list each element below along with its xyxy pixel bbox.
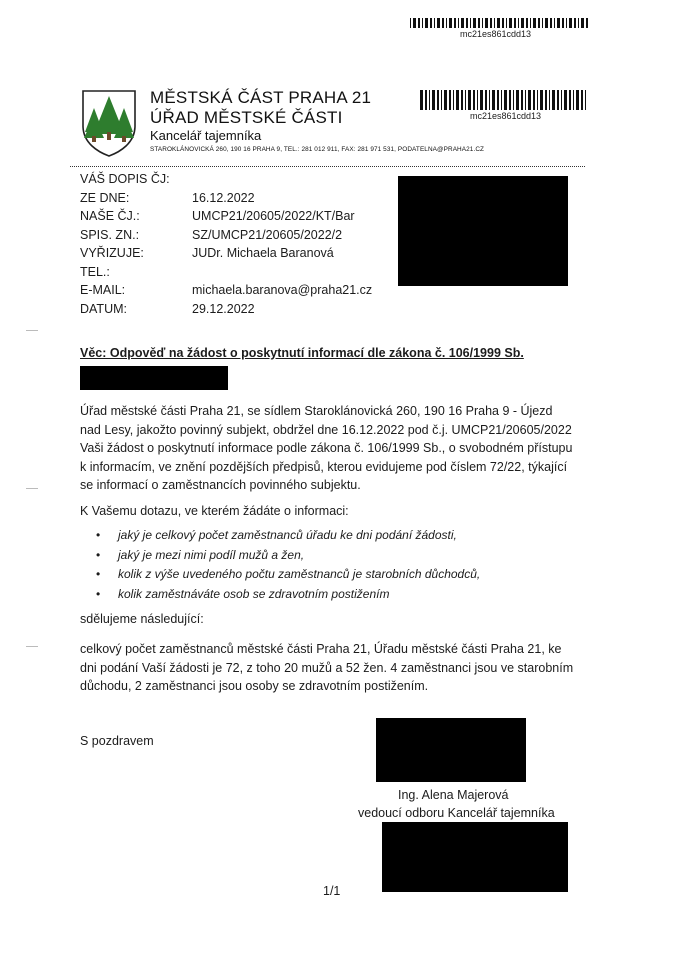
meta-value: 16.12.2022 <box>192 190 255 205</box>
meta-label: NAŠE ČJ.: <box>80 209 140 223</box>
body-line: se informací o zaměstnancích povinného subjektu. <box>80 478 361 492</box>
meta-row <box>80 207 400 226</box>
barcode-bar <box>492 90 495 110</box>
barcode-bar <box>461 90 463 110</box>
meta-value: 29.12.2022 <box>192 301 255 316</box>
barcode-bar <box>581 90 583 110</box>
body-line: nad Lesy, jakožto povinný subjekt, obdržel dne 16.12.2022 pod č.j. UMCP21/20605/2022 <box>80 422 572 437</box>
meta-block <box>80 170 400 318</box>
barcode-bar <box>581 18 584 28</box>
barcode-bar <box>514 18 516 28</box>
barcode-bar <box>537 90 538 110</box>
barcode-bar <box>585 90 586 110</box>
answer-line: dni podání Vaší žádosti je 72, z toho 20 mužů a 52 žen. 4 zaměstnanci jsou ve starobním <box>80 660 574 675</box>
barcode-bar <box>576 90 579 110</box>
barcode-bar <box>578 18 579 28</box>
header-title-line1: MĚSTSKÁ ČÁST PRAHA 21 <box>150 88 372 107</box>
meta-row <box>80 170 400 189</box>
barcode-bar <box>528 90 531 110</box>
barcode-bar <box>420 90 423 110</box>
barcode-bar <box>470 18 471 28</box>
question-item: • jaký je mezi nimi podíl mužů a žen, <box>86 546 606 566</box>
barcode-bar <box>549 90 550 110</box>
header-separator <box>70 166 585 167</box>
barcode-bar <box>482 18 483 28</box>
barcode-bar <box>437 90 439 110</box>
barcode-bar <box>454 18 456 28</box>
barcode-bar <box>449 18 452 28</box>
barcode-bar <box>446 18 447 28</box>
barcode-bar <box>566 18 567 28</box>
barcode-bar <box>442 18 444 28</box>
barcode-bar <box>466 18 468 28</box>
body-line: Úřad městské části Praha 21, se sídlem Staroklánovická 260, 190 16 Praha 9 - Újezd <box>80 404 553 418</box>
barcode-bar <box>569 18 572 28</box>
top-barcode <box>410 18 590 28</box>
signature-redaction <box>376 718 526 782</box>
top-barcode-code: mc21es861cdd13 <box>460 29 532 39</box>
body-line: k informacím, ve znění pozdějších předpisů, kterou evidujeme pod číslem 72/22, týkající <box>80 459 568 474</box>
barcode-bar <box>518 18 519 28</box>
header-barcode-code: mc21es861cdd13 <box>470 111 542 121</box>
barcode-bar <box>550 18 552 28</box>
salutation-redaction <box>80 366 228 390</box>
barcode-bar <box>418 18 420 28</box>
barcode-bar <box>478 18 480 28</box>
barcode-bar <box>545 18 548 28</box>
signatory-name: Ing. Alena Majerová <box>398 788 509 802</box>
barcode-bar <box>434 18 435 28</box>
barcode-bar <box>489 90 490 110</box>
barcode-bar <box>573 90 574 110</box>
meta-label: DATUM: <box>80 301 127 316</box>
meta-row <box>80 281 400 300</box>
barcode-bar <box>509 90 511 110</box>
barcode-bar <box>441 90 442 110</box>
meta-label: E-MAIL: <box>80 283 126 297</box>
barcode-bar <box>444 90 447 110</box>
barcode-bar <box>437 18 440 28</box>
meta-row <box>80 189 400 208</box>
municipality-logo <box>80 88 138 158</box>
meta-row <box>80 226 400 245</box>
meta-label: VÁŠ DOPIS ČJ: <box>80 172 170 186</box>
barcode-bar <box>525 90 526 110</box>
meta-value: JUDr. Michaela Baranová <box>192 246 334 260</box>
meta-label: SPIS. ZN.: <box>80 227 140 242</box>
barcode-bar <box>494 18 495 28</box>
barcode-bar <box>485 18 488 28</box>
meta-value: UMCP21/20605/2022/KT/Bar <box>192 209 355 223</box>
header-title-line2: ÚŘAD MĚSTSKÉ ČÁSTI <box>150 108 343 127</box>
body-intro: K Vašemu dotazu, ve kterém žádáte o informaci: <box>80 504 349 518</box>
barcode-bar <box>473 18 476 28</box>
barcode-bar <box>425 18 428 28</box>
letter-subject: Věc: Odpověď na žádost o poskytnutí informací dle zákona č. 106/1999 Sb. <box>80 346 524 360</box>
meta-label: ZE DNE: <box>80 190 130 205</box>
barcode-bar <box>461 18 464 28</box>
barcode-bar <box>530 18 531 28</box>
barcode-bar <box>542 18 543 28</box>
barcode-bar <box>564 90 567 110</box>
barcode-bar <box>432 90 435 110</box>
question-item: • kolik z výše uvedeného počtu zaměstnanců je starobních důchodců, <box>86 565 606 585</box>
barcode-bar <box>425 90 427 110</box>
barcode-bar <box>480 90 483 110</box>
barcode-bar <box>429 90 430 110</box>
meta-row <box>80 263 400 282</box>
meta-row <box>80 300 400 319</box>
meta-row <box>80 244 400 263</box>
barcode-bar <box>574 18 576 28</box>
barcode-bar <box>557 18 560 28</box>
barcode-bar <box>538 18 540 28</box>
barcode-bar <box>468 90 471 110</box>
question-list <box>86 526 606 604</box>
barcode-bar <box>430 18 432 28</box>
answer-line: celkový počet zaměstnanců městské části Praha 21, Úřadu městské části Praha 21, ke <box>80 642 562 656</box>
signatory-role: vedoucí odboru Kancelář tajemníka <box>358 806 555 820</box>
header-barcode <box>420 90 590 110</box>
margin-mark <box>26 330 38 331</box>
barcode-bar <box>410 18 411 28</box>
barcode-bar <box>453 90 454 110</box>
closing: S pozdravem <box>80 734 154 748</box>
barcode-bar <box>569 90 571 110</box>
meta-value: michaela.baranova@praha21.cz <box>192 283 373 297</box>
body-paragraph-1 <box>80 402 620 495</box>
barcode-bar <box>422 18 423 28</box>
meta-value: SZ/UMCP21/20605/2022/2 <box>192 227 343 242</box>
barcode-bar <box>477 90 478 110</box>
barcode-bar <box>586 18 588 28</box>
barcode-bar <box>521 18 524 28</box>
meta-label: VYŘIZUJE: <box>80 246 144 260</box>
answer-intro: sdělujeme následující: <box>80 612 204 626</box>
margin-mark <box>26 646 38 647</box>
question-item: • kolik zaměstnáváte osob se zdravotním postižením <box>86 585 606 605</box>
barcode-bar <box>497 90 499 110</box>
barcode-bar <box>557 90 559 110</box>
barcode-bar <box>497 18 500 28</box>
barcode-bar <box>473 90 475 110</box>
question-item: • jaký je celkový počet zaměstnanců úřadu ke dni podání žádosti, <box>86 526 606 546</box>
barcode-bar <box>490 18 492 28</box>
barcode-bar <box>485 90 487 110</box>
barcode-bar <box>506 18 507 28</box>
recipient-redaction <box>398 176 568 286</box>
barcode-bar <box>501 90 502 110</box>
barcode-bar <box>533 18 536 28</box>
header-subtitle: Kancelář tajemníka <box>150 128 262 143</box>
body-line: Vaši žádost o poskytnutí informace podle zákona č. 106/1999 Sb., o svobodném přístupu <box>80 441 573 455</box>
meta-label: TEL.: <box>80 264 110 279</box>
barcode-bar <box>540 90 543 110</box>
answer-line: důchodu, 2 zaměstnanci jsou osoby se zdravotním postižením. <box>80 679 429 693</box>
barcode-bar <box>561 90 562 110</box>
margin-mark <box>26 488 38 489</box>
barcode-bar <box>545 90 547 110</box>
barcode-bar <box>413 18 416 28</box>
stamp-redaction <box>382 822 568 892</box>
barcode-bar <box>465 90 466 110</box>
barcode-bar <box>456 90 459 110</box>
barcode-bar <box>513 90 514 110</box>
barcode-bar <box>562 18 564 28</box>
barcode-bar <box>509 18 512 28</box>
barcode-bar <box>458 18 459 28</box>
barcode-bar <box>516 90 519 110</box>
barcode-bar <box>449 90 451 110</box>
barcode-bar <box>502 18 504 28</box>
barcode-bar <box>526 18 528 28</box>
barcode-bar <box>533 90 535 110</box>
answer-paragraph <box>80 640 620 696</box>
barcode-bar <box>552 90 555 110</box>
barcode-bar <box>504 90 507 110</box>
page-number: 1/1 <box>323 884 341 898</box>
barcode-bar <box>521 90 523 110</box>
barcode-bar <box>554 18 555 28</box>
header-address: STAROKLÁNOVICKÁ 260, 190 16 PRAHA 9, TEL.: 281 012 911, FAX: 281 971 531, PODATELNA@PRAHA21.CZ <box>150 146 485 153</box>
